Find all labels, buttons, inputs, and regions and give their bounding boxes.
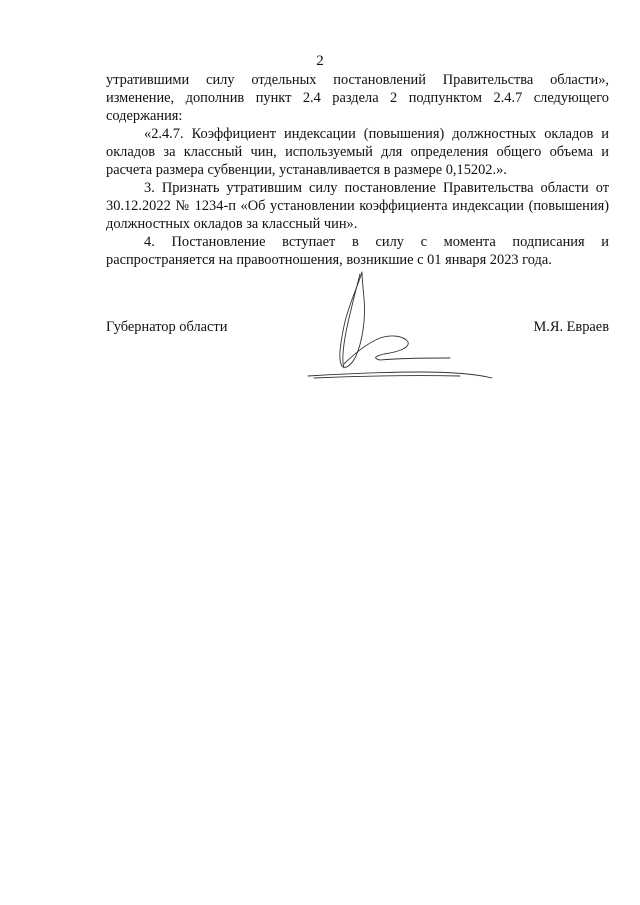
paragraph-item-3: 3. Признать утратившим силу постановление Правительства области от 30.12.2022 № 1234-п «Об установлении коэффициента индексации (повышения) должностных окладов за классный чин». [106, 180, 609, 232]
document-body [106, 71, 609, 269]
signatory-title: Губернатор области [106, 319, 228, 335]
paragraph-continuation: утратившими силу отдельных постановлений Правительства области», изменение, дополнив пункт 2.4 раздела 2 подпунктом 2.4.7 следующего содержания: [106, 72, 609, 124]
paragraph-quoted-clause: «2.4.7. Коэффициент индексации (повышения) должностных окладов и окладов за классный чин, используемый для определения общего объема и расчета размера субвенции, устанавливается в размере 0,15202.». [106, 126, 609, 178]
handwritten-signature [300, 268, 500, 388]
signatory-name: М.Я. Евраев [533, 319, 609, 335]
paragraph-item-4: 4. Постановление вступает в силу с момента подписания и распространяется на правоотношения, возникшие с 01 января 2023 года. [106, 234, 609, 268]
page-number: 2 [316, 53, 324, 69]
